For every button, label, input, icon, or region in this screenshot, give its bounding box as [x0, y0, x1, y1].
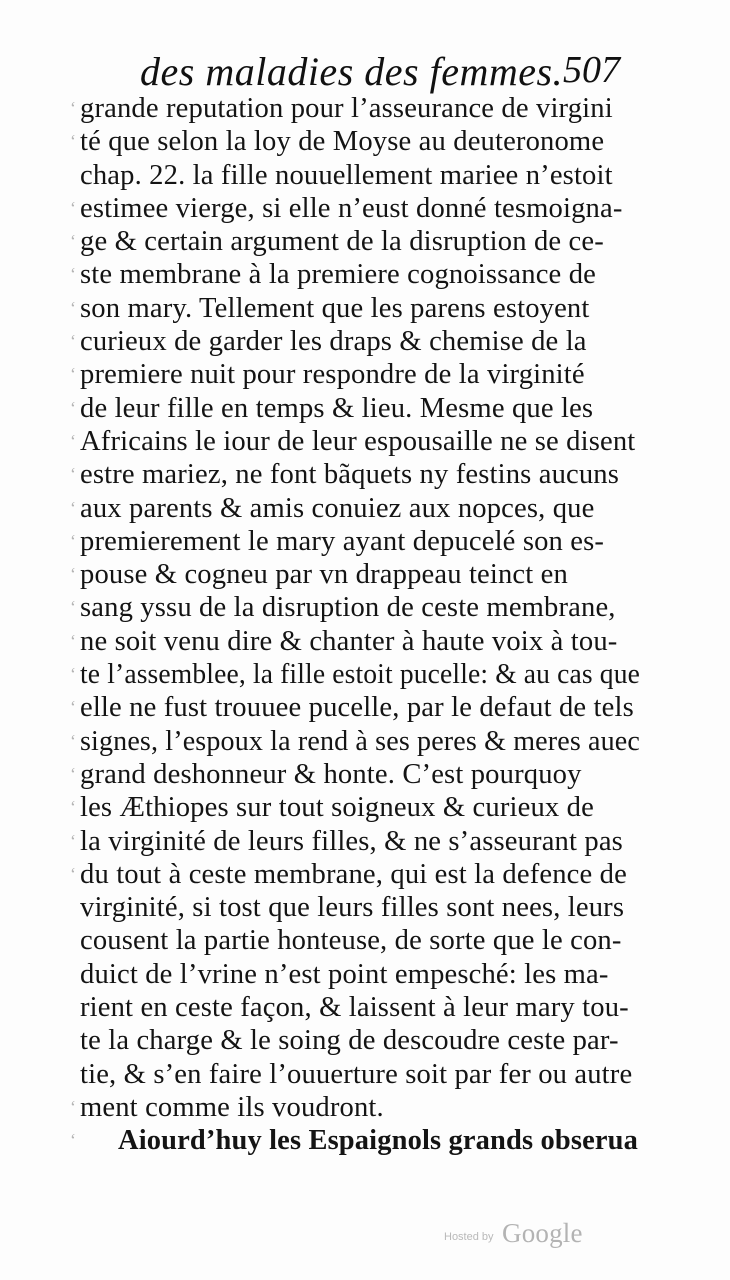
google-logo-icon: Google: [502, 1218, 583, 1248]
text-line: ‘ estre mariez, ne font bãquets ny festins aucuns: [70, 459, 620, 491]
text-line: ‘ ge & certain argument de la disruption de ce-: [70, 226, 604, 258]
text-line: ‘ grand deshonneur & honte. C’est pourquoy: [70, 758, 582, 790]
text-line: ‘ premierement le mary ayant depucelé son es-: [70, 525, 605, 557]
text-line: ‘ son mary. Tellement que les parens estoyent: [70, 292, 590, 324]
google-watermark: [444, 1218, 614, 1258]
text-line: tie, & s’en faire l’ouuerture soit par fer ou autre: [80, 1058, 633, 1090]
text-line: ‘ ne soit venu dire & chanter à haute voix à tou-: [70, 625, 618, 657]
text-line: ‘ estimee vierge, si elle n’eust donné tesmoigna-: [70, 192, 623, 224]
hosted-by-text: Hosted by: [444, 1231, 494, 1243]
text-line: te la charge & le soing de descoudre ceste par-: [80, 1025, 619, 1057]
text-line: ‘ la virginité de leurs filles, & ne s’asseurant pas: [70, 825, 623, 857]
page-number: 507: [563, 49, 620, 91]
text-line: ‘ grande reputation pour l’asseurance de virgini: [70, 93, 613, 124]
text-line: ‘ ment comme ils voudront.: [70, 1091, 384, 1123]
text-line: ‘ ste membrane à la premiere cognoissance de: [70, 259, 596, 291]
text-line: ‘ les Æthiopes sur tout soigneux & curieux de: [70, 792, 594, 824]
body-text: [60, 92, 640, 1158]
text-line: ‘ premiere nuit pour respondre de la virginité: [70, 359, 585, 391]
text-line: duict de l’vrine n’est point empesché: les ma-: [80, 958, 609, 990]
text-line: cousent la partie honteuse, de sorte que le con-: [80, 925, 622, 957]
text-line: ‘ té que selon la loy de Moyse au deuteronome: [70, 126, 605, 158]
text-line: rient en ceste façon, & laissent à leur mary tou-: [80, 992, 629, 1024]
text-line: ‘ pouse & cogneu par vn drappeau teinct en: [70, 559, 568, 591]
text-line: ‘ signes, l’espoux la rend à ses peres & meres auec: [70, 725, 640, 757]
text-line: ‘ elle ne fust trouuee pucelle, par le defaut de tels: [70, 692, 634, 724]
text-line: ‘ curieux de garder les draps & chemise de la: [70, 326, 587, 358]
text-line: ‘ de leur fille en temps & lieu. Mesme que les: [70, 392, 594, 424]
text-line: virginité, si tost que leurs filles sont nees, leurs: [80, 892, 625, 924]
running-head: des maladies des femmes.: [140, 49, 564, 94]
text-line: ‘ Aiourd’huy les Espaignols grands obserua: [70, 1125, 638, 1157]
text-line: ‘ du tout à ceste membrane, qui est la defence de: [70, 858, 627, 890]
text-line: ‘ Africains le iour de leur espousaille ne se disent: [70, 425, 636, 457]
page-header: [140, 48, 630, 92]
text-line: ‘ te l’assemblee, la fille estoit pucelle: & au cas que: [70, 659, 640, 691]
text-line: ‘ aux parents & amis conuiez aux nopces, que: [70, 492, 595, 524]
text-line: chap. 22. la fille nouuellement mariee n’estoit: [80, 159, 613, 191]
text-line: ‘ sang yssu de la disruption de ceste membrane,: [70, 592, 616, 624]
